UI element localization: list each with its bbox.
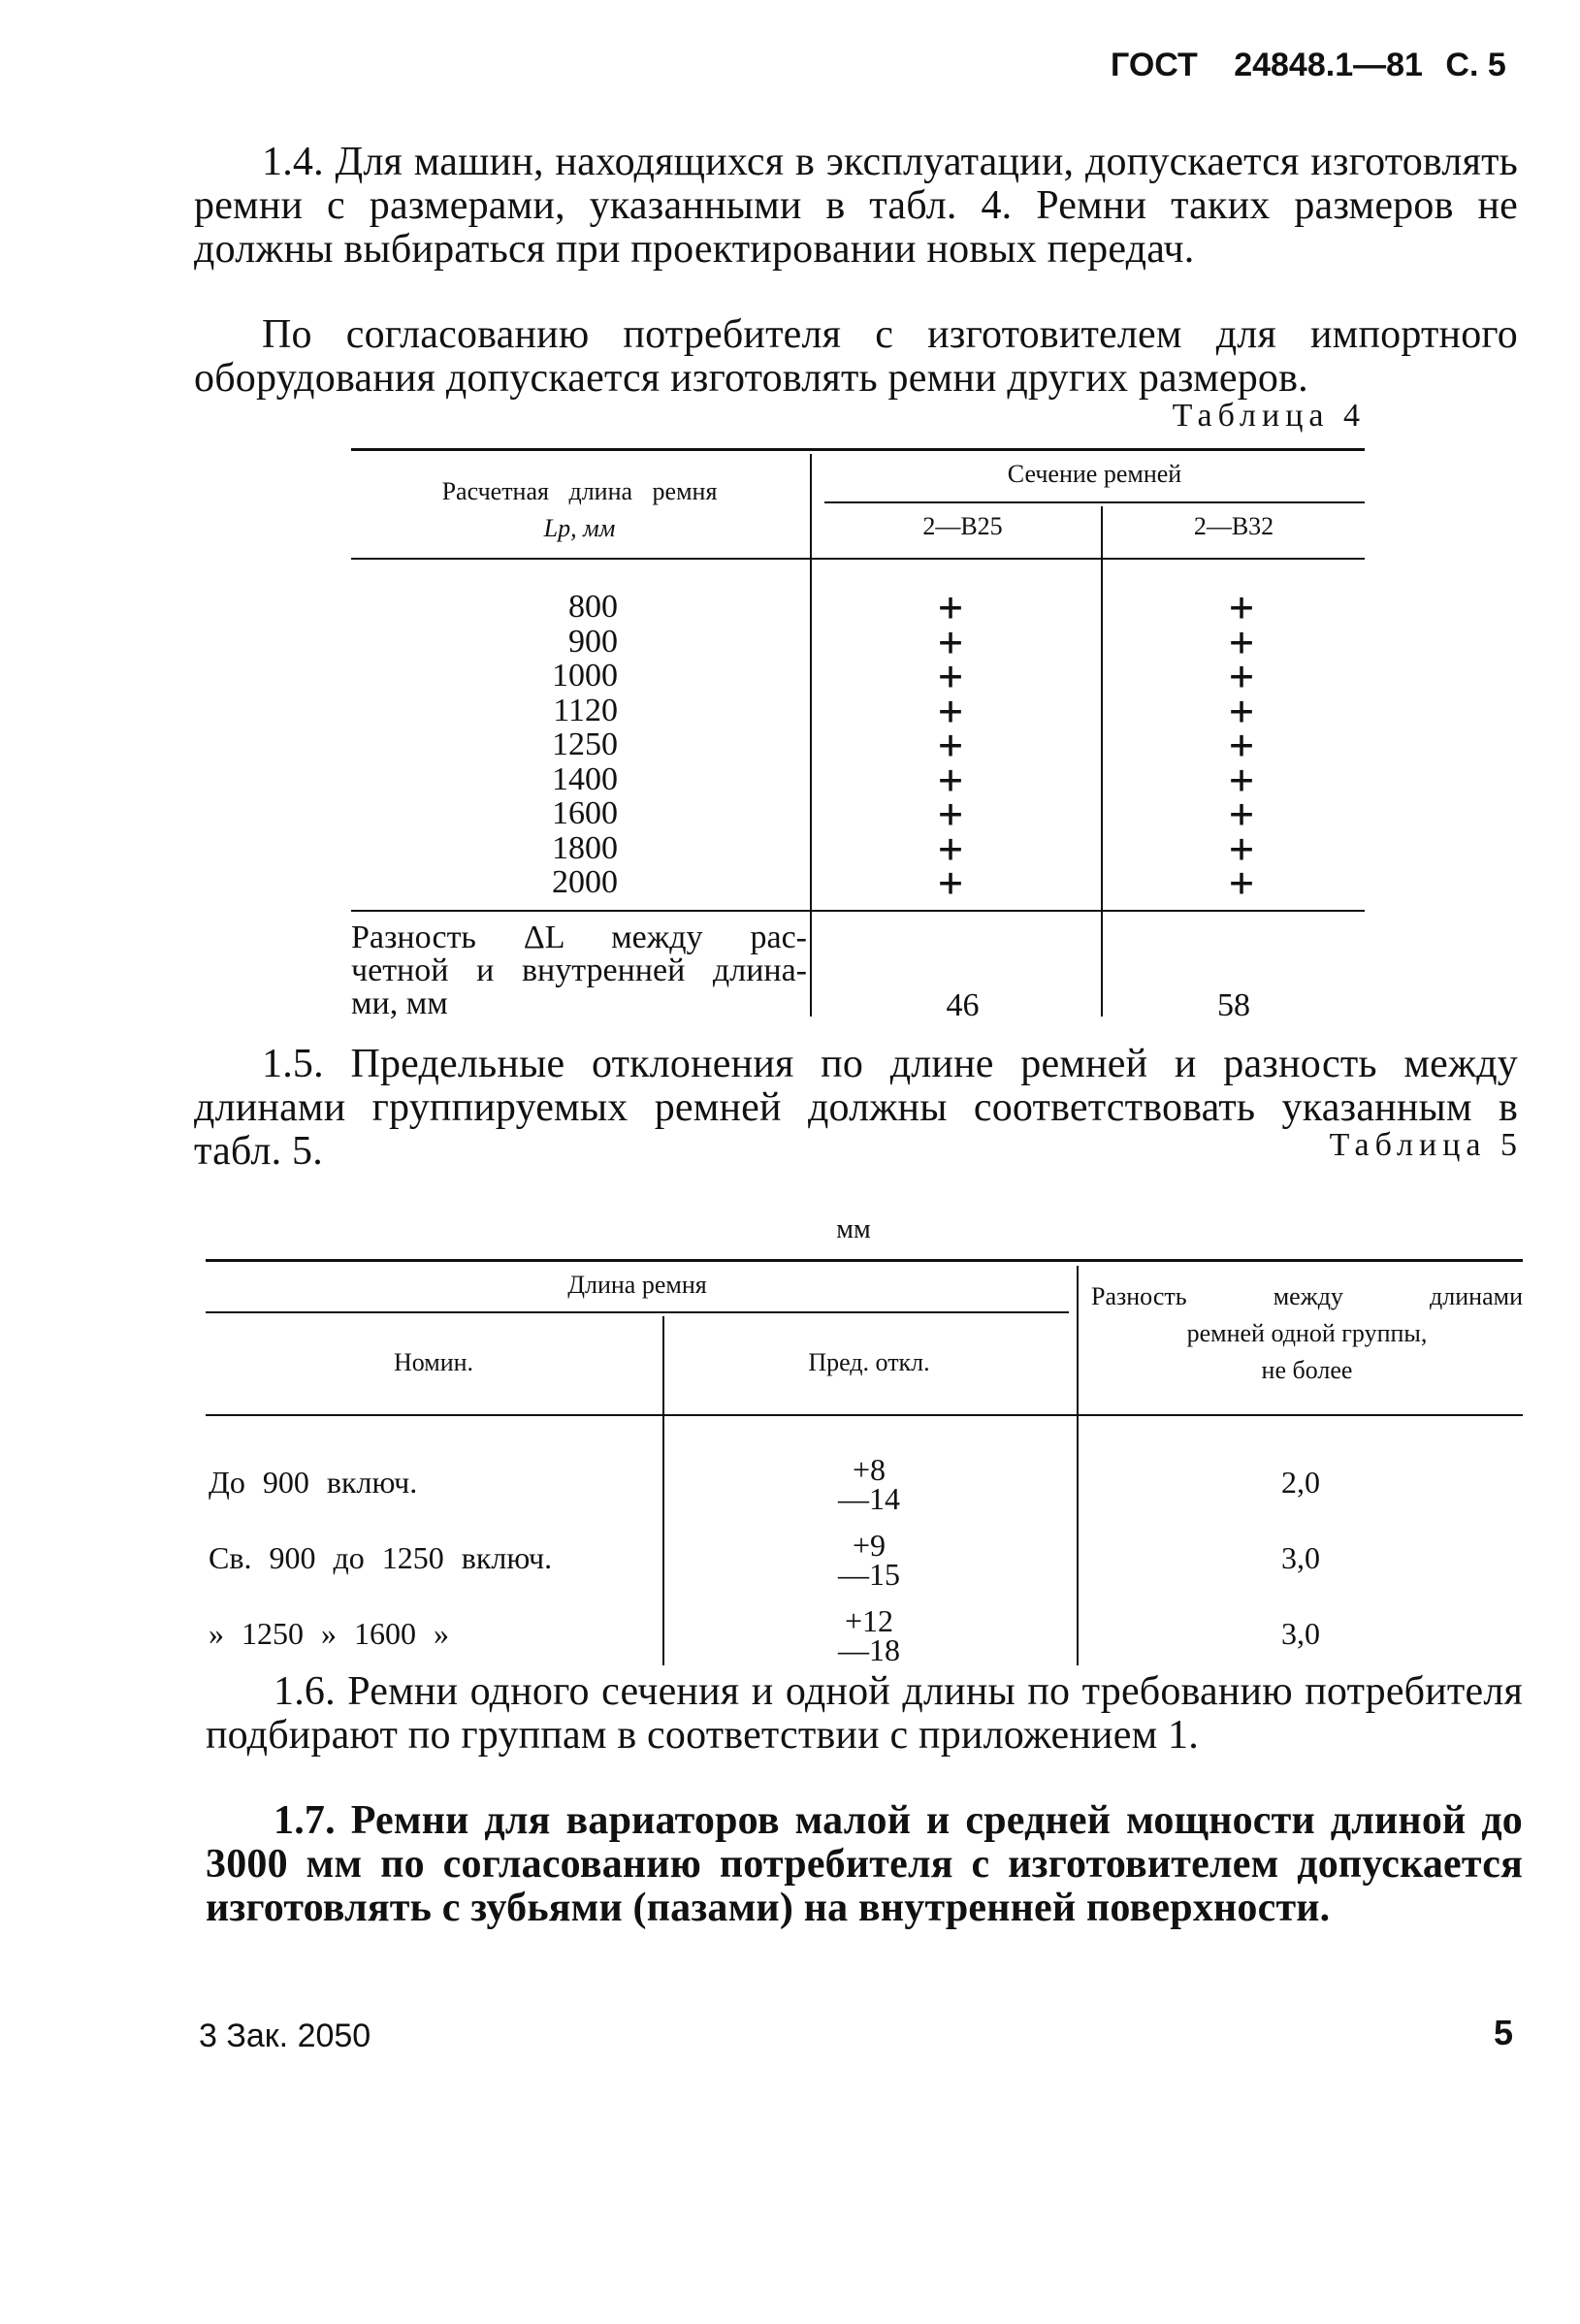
table-5-header-rule [206, 1414, 1523, 1416]
footer-page-number: 5 [1494, 2013, 1514, 2052]
table-4-b32-cell: + [1229, 617, 1254, 665]
table-4-length-cell: 1800 [552, 829, 618, 866]
table-5-nominal-cell: » 1250 » 1600 » [209, 1616, 449, 1651]
table-5-tolerance-lower: —18 [838, 1632, 900, 1667]
table-4-b32-cell: + [1229, 823, 1254, 872]
table-4-length-cell: 1600 [552, 795, 618, 831]
paragraph-1-4-import: По согласованию потребителя с изготовителем для импортного оборудования допускается изготовлять ремни других размеров. [194, 312, 1518, 401]
table-4-length-cell: 900 [568, 623, 618, 660]
table-4-b32-cell: + [1229, 790, 1254, 837]
table-4-vline-2 [1101, 506, 1103, 1017]
table-4-diff-label-line3: ми, мм [351, 985, 448, 1021]
header-standard: ГОСТ [1111, 47, 1198, 83]
table-5-top-rule [206, 1259, 1523, 1262]
paragraph-1-5: 1.5. Предельные отклонения по длине ремней и разность между длинами группируемых ремней должны соответствовать указанным в табл. 5. [194, 1042, 1518, 1174]
table-4-group-header: Сечение ремней [1007, 460, 1182, 488]
table-5-diff-header-line2: ремней одной группы, [1186, 1319, 1428, 1347]
paragraph-1-4: 1.4. Для машин, находящихся в эксплуатации, допускается изготовлять ремни с размерами, указанными в табл. 4. Ремни таких размеров не должны выбираться при проектировании новых передач. [194, 140, 1518, 272]
table-4-col1-header-line1: Расчетная длина ремня [441, 477, 718, 505]
table-4-group-rule [824, 501, 1365, 503]
table-5-group-rule [206, 1311, 1069, 1313]
table-4-b25-cell: + [938, 583, 963, 630]
table-5-tolerance-cell [665, 1603, 1073, 1667]
table-5-diff-cell: 2,0 [1281, 1465, 1320, 1500]
table-5-tolerance-lower: —14 [838, 1481, 900, 1516]
running-header [1111, 47, 1518, 85]
table-5-diff-header-line1: Разность между длинами [1091, 1282, 1523, 1310]
table-4-b32-cell: + [1229, 686, 1254, 734]
footer-order: 3 Зак. 2050 [199, 2017, 371, 2054]
table-5-tolerance-lower: —15 [838, 1557, 900, 1592]
table-4-length-cell: 800 [568, 589, 618, 625]
table-5-diff-cell: 3,0 [1281, 1616, 1320, 1651]
paragraph-1-7: 1.7. Ремни для вариаторов малой и средней мощности длиной до 3000 мм по согласованию потребителя с изготовителем допускается изготовлять с зубьями (пазами) на внутренней поверхности. [206, 1798, 1523, 1930]
table-4-caption: Таблица 4 [1172, 398, 1366, 434]
table-4-b25-cell: + [938, 858, 963, 906]
table-5-tolerance-upper: +8 [852, 1452, 887, 1487]
table-4-body-rule [351, 910, 1365, 912]
table-4-diff-b32: 58 [1217, 987, 1250, 1023]
table-4-col1-header-line2: Lp, мм [543, 514, 616, 542]
table-4-b32-cell: + [1229, 858, 1254, 906]
table-4-b25-cell: + [938, 617, 963, 665]
table-4-diff-label-line1: Разность ΔL между рас- [351, 920, 807, 955]
table-4-b25-cell: + [938, 721, 963, 768]
table-5-subheader-nominal: Номин. [393, 1348, 474, 1376]
table-5-diff-header [1091, 1278, 1523, 1389]
table-4-b32-cell: + [1229, 721, 1254, 768]
table-4-b25-cell: + [938, 686, 963, 734]
table-4-length-cell: 1000 [552, 658, 618, 694]
table-4-length-cell: 1120 [553, 692, 618, 728]
table-5-tolerance-cell [665, 1528, 1073, 1592]
table-5-group-header: Длина ремня [567, 1271, 707, 1299]
table-5-nominal-cell: До 900 включ. [209, 1465, 418, 1500]
table-4-b32-cell: + [1229, 652, 1254, 699]
table-4-diff-label [351, 921, 807, 1020]
table-5-diff-cell: 3,0 [1281, 1540, 1320, 1575]
table-5-nominal-cell: Св. 900 до 1250 включ. [209, 1540, 553, 1575]
table-5-tolerance-cell [665, 1452, 1073, 1516]
table-5-caption: Таблица 5 [1329, 1127, 1523, 1163]
table-5-vline-1 [662, 1316, 664, 1665]
table-5-unit: мм [836, 1214, 871, 1244]
table-5-tolerance-upper: +12 [844, 1603, 894, 1638]
table-5-tolerance-upper: +9 [852, 1528, 887, 1563]
header-number: 24848.1—81 [1234, 47, 1423, 83]
table-4-subheader-b25: 2—В25 [922, 512, 1003, 540]
table-4-col1-header [359, 473, 800, 547]
table-4-vline-1 [810, 454, 812, 1017]
table-4-b25-cell: + [938, 755, 963, 803]
paragraph-1-6: 1.6. Ремни одного сечения и одной длины по требованию потребителя подбирают по группам в соответствии с приложением 1. [206, 1669, 1523, 1758]
table-4-subheader-b32: 2—В32 [1193, 512, 1274, 540]
table-4-b32-cell: + [1229, 583, 1254, 630]
table-4-diff-b25: 46 [946, 987, 980, 1023]
table-4-length-cell: 2000 [552, 864, 618, 900]
table-4-b25-cell: + [938, 790, 963, 837]
header-page-label: С. 5 [1445, 47, 1506, 83]
table-5-subheader-tolerance: Пред. откл. [808, 1348, 930, 1376]
table-4-b25-cell: + [938, 652, 963, 699]
table-4-top-rule [351, 448, 1365, 451]
table-4-b32-cell: + [1229, 755, 1254, 803]
table-4-diff-label-line2: четной и внутренней длина- [351, 952, 807, 988]
table-5-diff-header-line3: не более [1261, 1356, 1353, 1384]
table-4-b25-cell: + [938, 823, 963, 872]
table-4-header-rule [351, 558, 1365, 560]
table-4-length-cell: 1400 [552, 760, 618, 797]
table-4-length-cell: 1250 [552, 726, 618, 762]
